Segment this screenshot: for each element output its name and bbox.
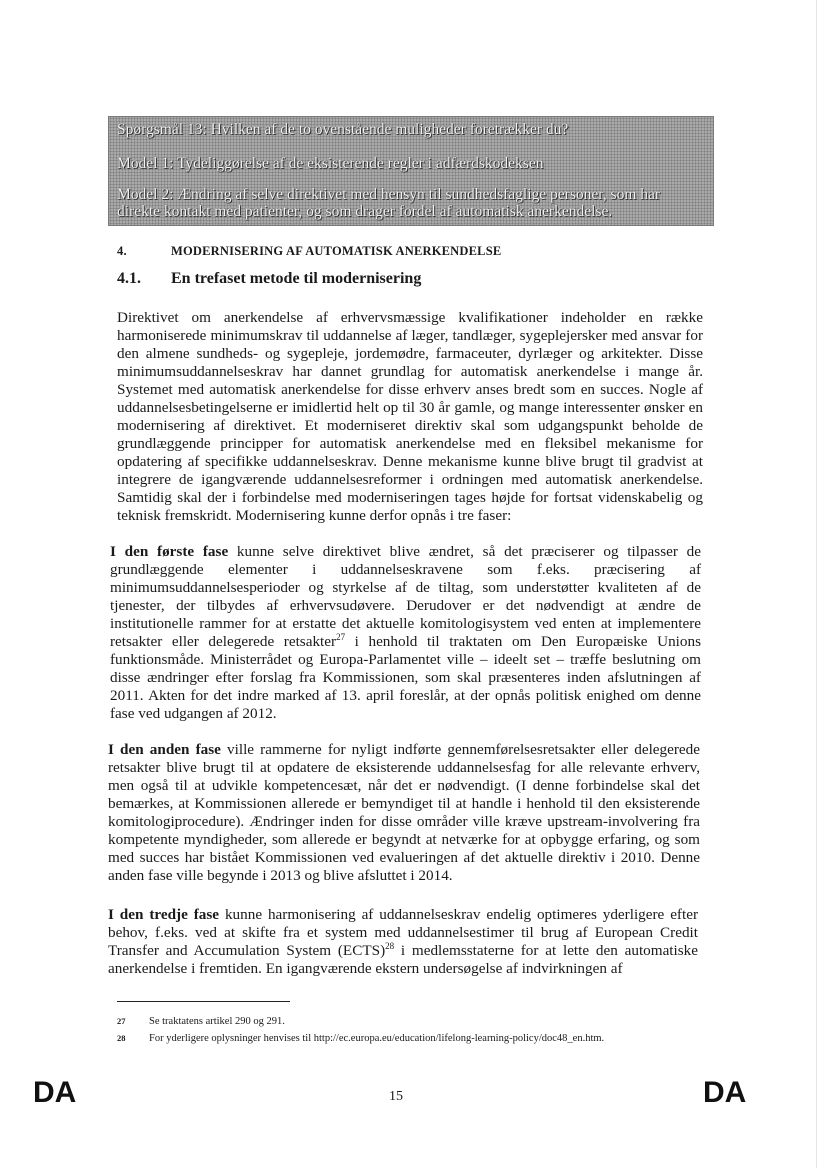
footnote-text: Se traktatens artikel 290 og 291. — [149, 1016, 285, 1027]
second-phase-text: ville rammerne for nyligt indførte gennemførelsesretsakter eller delegerede retsakter blive brugt til at opdatere de eksisterende uddannelsesfag for alle relevante erhverv, men også til at udvikle kompetencesæt, når det er nødvendigt. (I denne forbindelse skal det bemærkes, at Kommissionen allerede er bemyndiget til at handle i henhold til den eksisterende komitologiprocedure). Ændringer inden for disse områder ville kræve upstream-involvering fra kompetente myndigheder, som allerede er begyndt at netværke for at opbygge erfaring, og som med succes har bistået Kommissionen ved evalueringen af det aktuelle direktiv i 2010. Denne anden fase ville begynde i 2013 og blive afsluttet i 2014. — [108, 741, 701, 884]
section-title: MODERNISERING AF AUTOMATISK ANERKENDELSE — [171, 244, 502, 258]
first-phase-text-b: i henhold til traktaten om Den Europæiske Unions funktionsmåde. Ministerrådet og Europa-Parlamentet ville – ideelt set – træffe beslutning om disse ændringer efter forslag fra Kommissionen, som skal præsenteres inden afslutningen af 2011. Akten for det indre marked af 13. april foreslår, at der opnås politisk enighed om denne fase ved udgangen af 2012. — [110, 633, 702, 722]
subsection-heading — [117, 270, 421, 288]
consultation-question-box — [108, 116, 714, 226]
first-phase-paragraph — [110, 543, 701, 723]
page-number: 15 — [389, 1089, 403, 1104]
model-1-option: Model 1: Tydeliggørelse af de eksisterende regler i adfærdskodeksen — [117, 155, 544, 172]
footnote-number: 28 — [117, 1033, 126, 1043]
second-phase-paragraph — [108, 741, 700, 885]
subsection-number: 4.1. — [117, 270, 141, 287]
third-phase-paragraph — [108, 906, 698, 978]
scan-edge-line — [816, 0, 817, 1168]
third-phase-text-b: i medlemsstaterne for at lette den automatiske anerkendelse i fremtiden. En igangværende ekstern undersøgelse af indvirkningen af — [108, 942, 698, 977]
language-code-left: DA — [33, 1076, 77, 1109]
section-heading — [117, 244, 501, 259]
model-2-option: Model 2: Ændring af selve direktivet med hensyn til sundhedsfaglige personer, som har direkte kontakt med patienter, og som drager fordel af automatisk anerkendelse. — [117, 186, 661, 220]
footnote-28 — [117, 1033, 604, 1044]
footnote-text[interactable]: For yderligere oplysninger henvises til http://ec.europa.eu/education/lifelong-learning-policy/doc48_en.htm. — [149, 1033, 605, 1044]
section-number: 4. — [117, 244, 127, 258]
first-phase-text-a: kunne selve direktivet blive ændret, så det præciserer og tilpasser de grundlæggende elementer i uddannelseskravene som f.eks. præcisering af minimumsuddannelsesperioder og styrkelse af de tiltag, som understøtter kvaliteten af de tjenester, der tilbydes af erhvervsudøvere. Derudover er det nødvendigt at ændre de institutionelle rammer for at erstatte det aktuelle komitologisystem ved enten at implementere retsakter eller delegerede retsakter — [110, 543, 701, 650]
first-phase-lead: I den første fase — [110, 543, 229, 560]
intro-paragraph: Direktivet om anerkendelse af erhvervsmæssige kvalifikationer indeholder en række harmoniserede minimumskrav til uddannelse af læger, tandlæger, sygeplejersker med ansvar for den almene sundheds- og sygepleje, jordemødre, farmaceuter, dyrlæger og arkitekter. Disse minimumsuddannelseskrav har dannet grundlag for automatisk anerkendelse i mange år. Systemet med automatisk anerkendelse for disse erhverv anses bredt som en succes. Nogle af uddannelsesbetingelserne er imidlertid helt op til 30 år gamle, og mange interessenter ønsker en modernisering af direktivet. Et moderniseret direktiv skal som udgangspunkt beholde de grundlæggende principper for automatisk anerkendelse med en fleksibel mekanisme for opdatering af specifikke uddannelseskrav. Denne mekanisme kunne blive brugt til gradvist at integrere de igangværende uddannelsesreformer i ordningen med automatisk anerkendelse. Samtidig skal der i forbindelse med moderniseringen tages højde for fortsat videnskabelig og teknisk fremskridt. Modernisering kunne derfor opnås i tre faser: — [117, 309, 703, 524]
language-code-right: DA — [703, 1076, 747, 1109]
footnote-ref-27[interactable]: 27 — [336, 631, 346, 642]
footnote-ref-28[interactable]: 28 — [385, 940, 395, 951]
footnote-number: 27 — [117, 1016, 126, 1026]
subsection-title: En trefaset metode til modernisering — [171, 270, 422, 287]
second-phase-lead: I den anden fase — [108, 741, 221, 758]
footnote-divider — [117, 1001, 290, 1002]
question-13: Spørgsmål 13: Hvilken af de to ovenstående muligheder foretrækker du? — [117, 121, 569, 138]
third-phase-lead: I den tredje fase — [108, 906, 220, 923]
third-phase-text-a: kunne harmonisering af uddannelseskrav endelig optimeres yderligere efter behov, f.eks. ved at skifte fra et system med uddannelsestimer til brug af European Credit Transfer and Accumulation System (ECTS) — [108, 906, 699, 959]
footnote-27 — [117, 1016, 285, 1027]
